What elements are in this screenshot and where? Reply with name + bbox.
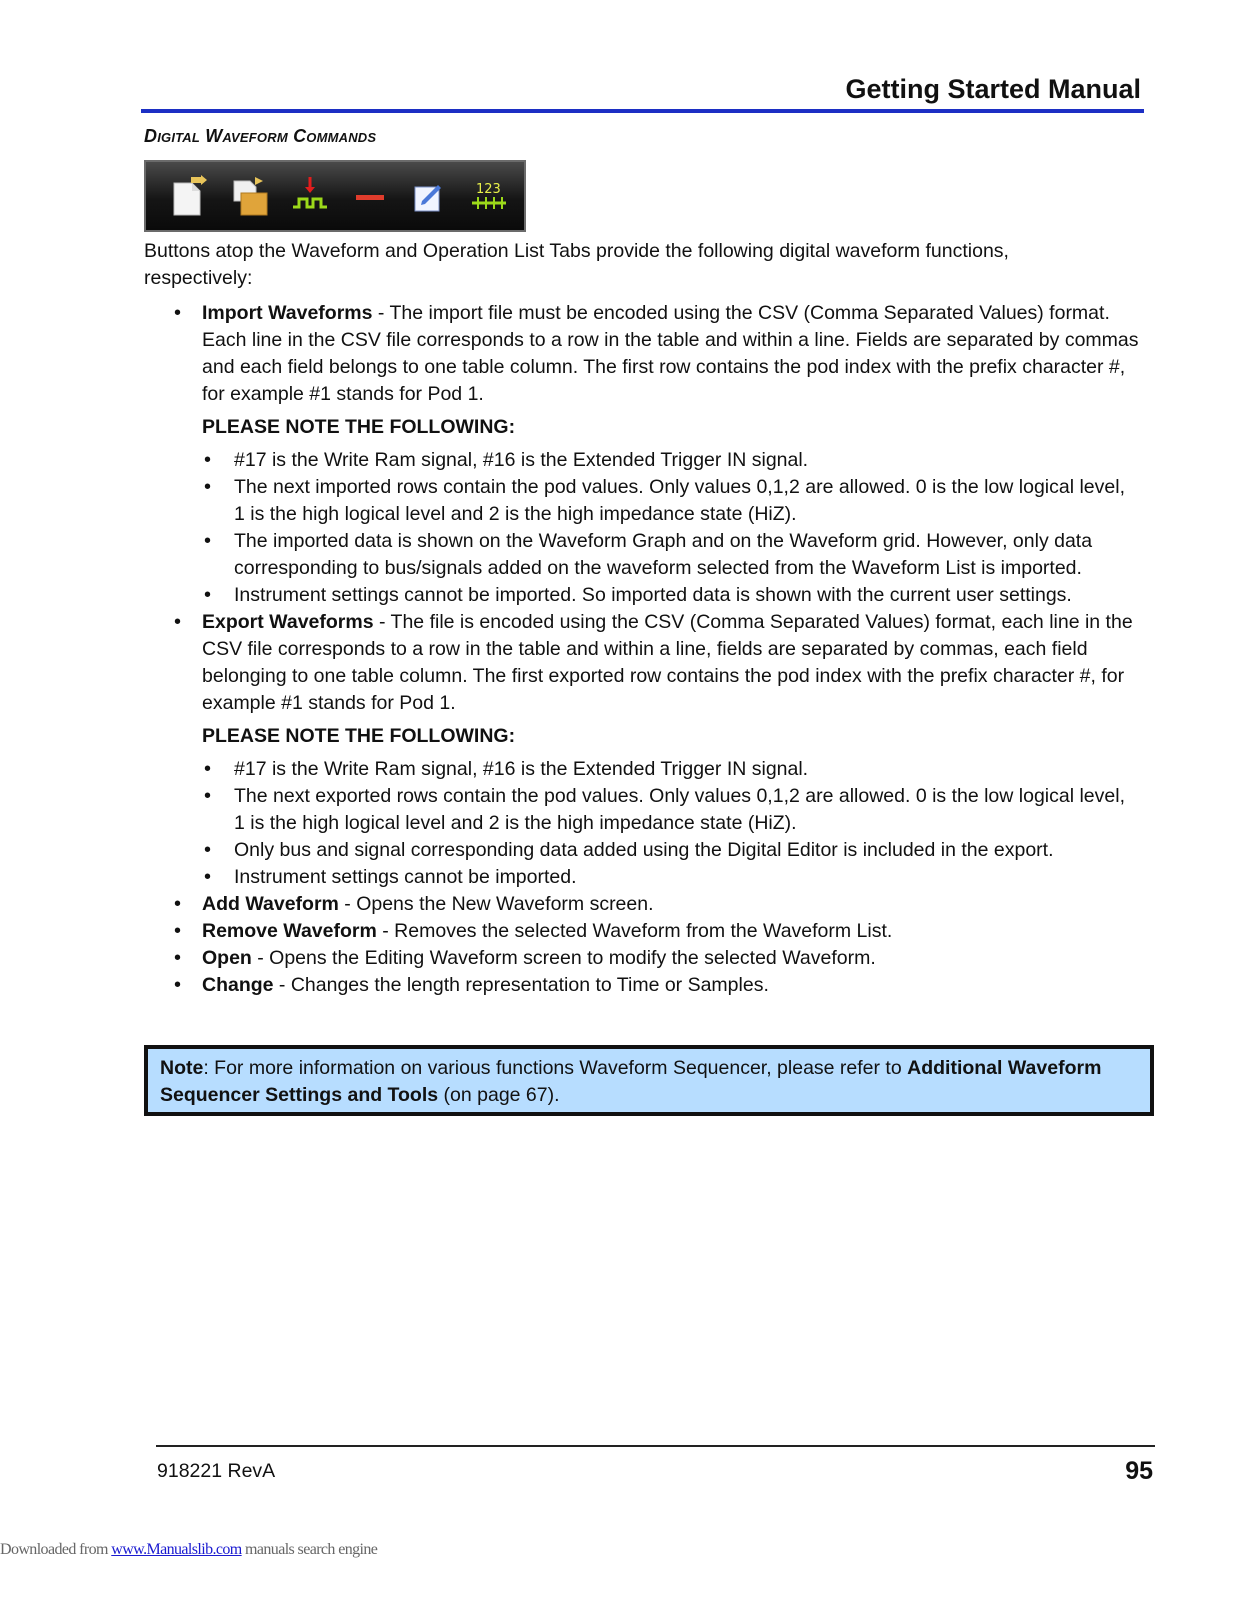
export-notes-list: [204, 756, 1139, 891]
export-desc: - The file is encoded using the CSV (Comma Separated Values) format, each line in the CSV file corresponds to a row in the table and within a line, fields are separated by commas, each field belonging to one table column. The first exported row contains the pod index with the prefix character #, for example #1 stands for Pod 1.: [202, 611, 1133, 714]
import-notes-list: [204, 447, 1139, 609]
list-item: • The next imported rows contain the pod values. Only values 0,1,2 are allowed. 0 is the low logical level, 1 is the high logical level and 2 is the high impedance state (HiZ).: [204, 474, 1139, 528]
intro-paragraph: Buttons atop the Waveform and Operation List Tabs provide the following digital waveform functions, respectively:: [144, 240, 1009, 289]
import-note-heading: PLEASE NOTE THE FOLLOWING:: [202, 416, 516, 438]
export-note-heading: PLEASE NOTE THE FOLLOWING:: [202, 725, 516, 747]
change-term: Change: [202, 974, 274, 996]
section-title: Digital Waveform Commands: [144, 126, 377, 146]
add-waveform-icon: [290, 173, 330, 219]
footer-rule: [156, 1445, 1155, 1447]
waveform-toolbar-image: [144, 160, 526, 232]
footer-doc-id: 918221 RevA: [157, 1460, 276, 1482]
list-item-change: [174, 972, 1139, 999]
remove-icon: [350, 173, 390, 219]
header-rule: [141, 109, 1144, 113]
note-page-ref: (on page 67).: [438, 1084, 560, 1106]
remove-desc: - Removes the selected Waveform from the Waveform List.: [376, 920, 893, 942]
list-item-import: [174, 300, 1139, 408]
page-number: 95: [1125, 1457, 1153, 1485]
command-list: [174, 300, 1139, 999]
download-suffix: manuals search engine: [241, 1541, 378, 1558]
samples-icon-text: 123: [476, 182, 501, 197]
page-header-title: Getting Started Manual: [845, 74, 1141, 104]
note-text: : For more information on various functions Waveform Sequencer, please refer to: [203, 1057, 908, 1079]
import-desc: - The import file must be encoded using the CSV (Comma Separated Values) format. Each line in the CSV file corresponds to a row in the table and within a line. Fields are separated by commas and each field belongs to one table column. The first row contains the pod index with the prefix character #, for example #1 stands for Pod 1.: [202, 302, 1139, 405]
list-item: • #17 is the Write Ram signal, #16 is the Extended Trigger IN signal.: [204, 447, 1139, 474]
import-term: Import Waveforms: [202, 302, 373, 324]
open-term: Open: [202, 947, 252, 969]
add-term: Add Waveform: [202, 893, 339, 915]
list-item: • The imported data is shown on the Waveform Graph and on the Waveform grid. However, only data corresponding to bus/signals added on the waveform selected from the Waveform List is imported.: [204, 528, 1139, 582]
download-bar: [0, 1541, 377, 1559]
change-desc: - Changes the length representation to Time or Samples.: [273, 974, 769, 996]
samples-icon: [470, 173, 510, 219]
edit-icon: [410, 173, 450, 219]
add-desc: - Opens the New Waveform screen.: [338, 893, 654, 915]
export-icon: [230, 173, 270, 219]
import-icon: [170, 173, 210, 219]
list-item: • Instrument settings cannot be imported.: [204, 864, 1139, 891]
remove-term: Remove Waveform: [202, 920, 377, 942]
manualslib-link[interactable]: www.Manualslib.com: [111, 1541, 242, 1558]
list-item-export: [174, 609, 1139, 717]
list-item-add: [174, 891, 1139, 918]
list-item-open: [174, 945, 1139, 972]
list-item: • The next exported rows contain the pod values. Only values 0,1,2 are allowed. 0 is the low logical level, 1 is the high logical level and 2 is the high impedance state (HiZ).: [204, 783, 1139, 837]
note-label: Note: [160, 1057, 204, 1079]
export-term: Export Waveforms: [202, 611, 374, 633]
open-desc: - Opens the Editing Waveform screen to modify the selected Waveform.: [251, 947, 876, 969]
list-item-remove: [174, 918, 1139, 945]
download-prefix: Downloaded from: [0, 1541, 112, 1558]
note-box: [144, 1045, 1154, 1116]
list-item: • #17 is the Write Ram signal, #16 is the Extended Trigger IN signal.: [204, 756, 1139, 783]
note-cross-reference: Additional Waveform Sequencer Settings and Tools: [160, 1057, 1102, 1106]
list-item: • Instrument settings cannot be imported. So imported data is shown with the current user settings.: [204, 582, 1139, 609]
list-item: • Only bus and signal corresponding data added using the Digital Editor is included in the export.: [204, 837, 1139, 864]
